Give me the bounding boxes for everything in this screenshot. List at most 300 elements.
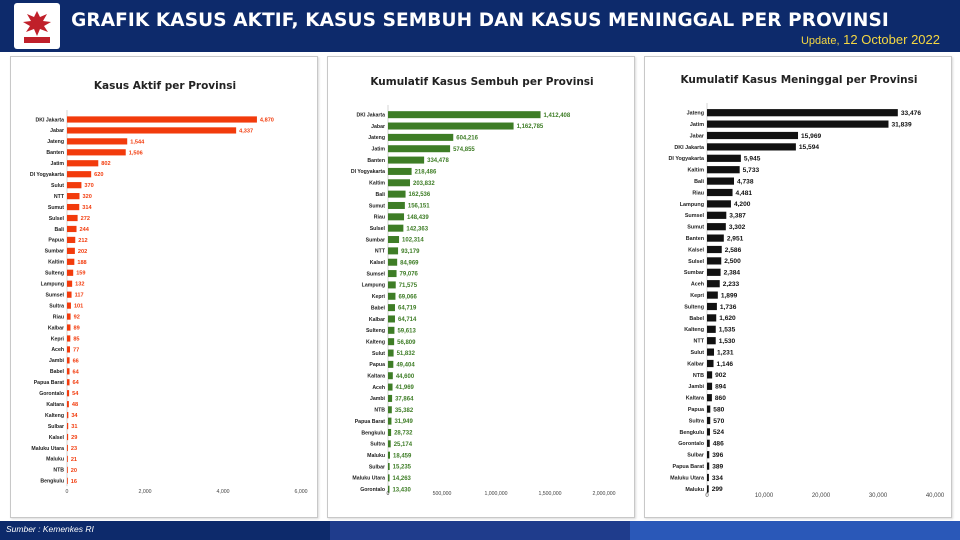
data-label: 71,575 xyxy=(398,283,418,290)
data-label: 4,200 xyxy=(733,201,751,209)
category-label: DI Yogyakarta xyxy=(350,169,385,176)
bar xyxy=(67,204,79,210)
category-label: Kalsel xyxy=(48,434,64,441)
bar xyxy=(707,235,724,242)
bar xyxy=(67,248,75,254)
bar xyxy=(707,451,709,458)
bar xyxy=(67,193,79,199)
data-label: 79,076 xyxy=(399,271,418,278)
chart-kasus-meninggal xyxy=(645,57,953,519)
bar xyxy=(707,132,798,139)
category-label: Gorontalo xyxy=(360,487,385,494)
bar xyxy=(388,429,391,436)
category-label: Kaltim xyxy=(48,259,64,266)
category-label: Kepri xyxy=(371,294,385,301)
page-title: GRAFIK KASUS AKTIF, KASUS SEMBUH DAN KASUS MENINGGAL PER PROVINSI xyxy=(71,10,889,31)
data-label: 314 xyxy=(82,205,92,212)
data-label: 244 xyxy=(79,226,89,233)
bar xyxy=(67,237,75,243)
data-label: 93,179 xyxy=(401,248,420,255)
footer-bar xyxy=(0,521,960,540)
bar xyxy=(67,127,236,133)
chart-title: Kumulatif Kasus Sembuh per Provinsi xyxy=(370,76,594,88)
data-label: 188 xyxy=(77,259,87,266)
data-label: 33,476 xyxy=(900,110,921,118)
data-label: 37,864 xyxy=(395,396,414,403)
category-label: Kepri xyxy=(50,336,64,343)
category-label: NTT xyxy=(693,338,704,345)
category-label: Sultra xyxy=(370,441,385,448)
category-label: Jatim xyxy=(371,146,385,153)
category-label: Sulteng xyxy=(365,328,385,335)
bar xyxy=(388,123,514,130)
category-label: Kaltara xyxy=(46,401,64,408)
bar xyxy=(388,236,399,243)
category-label: Papua xyxy=(48,237,64,244)
data-label: 117 xyxy=(74,292,84,299)
data-label: 69,066 xyxy=(398,294,417,301)
category-label: Riau xyxy=(52,314,64,321)
category-label: NTB xyxy=(692,372,704,379)
data-label: 334,478 xyxy=(427,158,449,165)
bar xyxy=(67,149,126,155)
category-label: Sulut xyxy=(690,349,704,356)
category-label: Jambi xyxy=(688,384,704,391)
bar xyxy=(67,182,81,188)
category-label: Sumsel xyxy=(684,213,704,220)
category-label: Sumbar xyxy=(365,237,385,244)
data-label: 4,738 xyxy=(737,178,754,186)
data-label: 35,382 xyxy=(394,407,414,414)
bar xyxy=(388,463,390,470)
data-label: 370 xyxy=(84,183,94,190)
bar xyxy=(67,335,70,341)
bar xyxy=(67,434,68,440)
category-label: Sumbar xyxy=(683,270,704,277)
category-label: Papua Barat xyxy=(354,418,385,425)
chart-kasus-aktif xyxy=(11,57,319,519)
bar xyxy=(67,281,72,287)
category-label: Riau xyxy=(373,214,385,221)
bar xyxy=(67,215,78,221)
data-label: 1,620 xyxy=(719,315,736,323)
category-label: Banten xyxy=(46,150,64,157)
bar xyxy=(67,160,98,166)
data-label: 272 xyxy=(80,215,90,222)
bar xyxy=(707,394,712,401)
bar xyxy=(67,346,70,352)
data-label: 4,481 xyxy=(735,189,753,197)
category-label: Kalteng xyxy=(44,412,64,419)
category-label: Maluku xyxy=(367,452,385,459)
category-label: NTB xyxy=(53,467,64,474)
category-label: Sumbar xyxy=(44,248,64,255)
category-label: Papua xyxy=(369,362,385,369)
data-label: 203,832 xyxy=(413,180,435,187)
bar xyxy=(707,474,709,481)
chart-title: Kumulatif Kasus Meninggal per Provinsi xyxy=(680,74,918,86)
data-label: 15,969 xyxy=(801,132,822,140)
update-date-value: 12 October 2022 xyxy=(843,32,940,47)
data-label: 25,174 xyxy=(393,441,413,448)
category-label: Sultra xyxy=(49,303,64,310)
data-label: 4,870 xyxy=(259,117,274,124)
bar xyxy=(707,360,714,367)
category-label: Kaltim xyxy=(687,167,704,174)
data-label: 162,536 xyxy=(408,192,431,199)
bar xyxy=(388,191,406,198)
bar xyxy=(707,326,716,333)
category-label: Lampung xyxy=(40,281,64,288)
category-label: NTT xyxy=(53,193,64,200)
data-label: 570 xyxy=(713,417,725,425)
bar xyxy=(388,225,403,232)
data-label: 92 xyxy=(73,314,80,321)
category-label: Riau xyxy=(692,190,704,197)
data-label: 16 xyxy=(70,478,78,485)
data-label: 2,384 xyxy=(723,269,741,277)
header-bar xyxy=(0,0,960,52)
data-label: 132 xyxy=(75,281,85,288)
category-label: Bali xyxy=(375,191,385,198)
bar xyxy=(388,406,392,413)
category-label: Lampung xyxy=(361,282,385,289)
data-label: 524 xyxy=(712,429,725,437)
bar xyxy=(388,293,395,300)
category-label: Maluku Utara xyxy=(352,475,385,482)
data-label: 580 xyxy=(713,406,725,414)
bar xyxy=(707,200,731,207)
bar xyxy=(707,121,888,128)
bar xyxy=(707,383,712,390)
category-label: Maluku xyxy=(685,486,704,493)
data-label: 54 xyxy=(72,391,79,398)
category-label: Jateng xyxy=(47,139,64,146)
bar xyxy=(388,281,396,288)
category-label: Sulbar xyxy=(368,464,385,471)
x-tick-label: 0 xyxy=(65,489,69,495)
bar xyxy=(707,371,712,378)
data-label: 902 xyxy=(715,372,727,380)
x-tick-label: 0 xyxy=(705,493,709,499)
data-label: 802 xyxy=(101,161,111,168)
data-label: 15,594 xyxy=(798,144,820,152)
data-label: 85 xyxy=(73,336,80,343)
bar xyxy=(388,338,394,345)
data-label: 20 xyxy=(70,467,78,474)
category-label: DKI Jakarta xyxy=(356,112,385,119)
data-label: 77 xyxy=(73,347,80,354)
data-label: 34 xyxy=(71,413,78,420)
category-label: Bali xyxy=(694,178,704,185)
bar xyxy=(67,467,68,473)
bar xyxy=(388,168,412,175)
bar xyxy=(388,202,405,209)
data-label: 1,736 xyxy=(719,303,737,311)
bar xyxy=(707,440,710,447)
bar xyxy=(388,440,391,447)
data-label: 202 xyxy=(77,248,88,255)
category-label: Sulsel xyxy=(688,258,704,265)
data-label: 894 xyxy=(715,383,727,391)
bar xyxy=(67,445,68,451)
data-label: 142,363 xyxy=(406,226,429,233)
bar xyxy=(707,109,898,116)
data-label: 5,733 xyxy=(742,167,760,175)
bar xyxy=(388,179,410,186)
data-label: 620 xyxy=(94,172,104,179)
bar xyxy=(707,303,717,310)
footer-accent-2 xyxy=(630,521,960,540)
bar xyxy=(67,478,68,484)
bar xyxy=(707,246,722,253)
data-label: 21 xyxy=(70,456,78,463)
update-label: Update, xyxy=(800,35,840,47)
category-label: Jabar xyxy=(689,133,704,140)
data-label: 84,969 xyxy=(400,260,419,267)
data-label: 49,404 xyxy=(396,362,415,369)
data-label: 1,506 xyxy=(128,150,143,157)
bar xyxy=(388,452,390,459)
data-label: 28,732 xyxy=(394,430,413,437)
data-label: 89 xyxy=(73,325,80,332)
category-label: Papua Barat xyxy=(672,463,704,470)
data-label: 44,600 xyxy=(395,373,415,380)
category-label: Aceh xyxy=(51,347,64,354)
data-label: 1,162,785 xyxy=(516,124,544,131)
category-label: Papua Barat xyxy=(33,380,64,387)
data-label: 2,500 xyxy=(724,258,741,266)
data-label: 64 xyxy=(72,380,79,387)
bar xyxy=(388,134,453,141)
category-label: Bengkulu xyxy=(40,478,64,485)
bar xyxy=(707,406,710,413)
data-label: 1,412,408 xyxy=(543,112,571,119)
bar xyxy=(67,171,91,177)
category-label: Sulteng xyxy=(44,270,64,277)
category-label: DKI Jakarta xyxy=(35,117,64,124)
data-label: 2,586 xyxy=(724,246,742,254)
data-label: 31,839 xyxy=(891,121,912,129)
x-tick-label: 0 xyxy=(386,491,390,497)
data-label: 64,719 xyxy=(397,305,417,312)
data-label: 31,949 xyxy=(394,419,413,426)
data-label: 1,231 xyxy=(717,349,734,357)
category-label: Aceh xyxy=(690,281,704,288)
data-label: 1,535 xyxy=(718,326,736,334)
bar xyxy=(67,313,71,319)
category-label: Sumut xyxy=(687,224,704,231)
bar xyxy=(388,247,398,254)
data-label: 5,945 xyxy=(743,155,761,163)
category-label: Sulsel xyxy=(48,215,64,222)
bar xyxy=(707,166,740,173)
category-label: NTB xyxy=(374,407,385,414)
bar xyxy=(388,315,395,322)
category-label: Kalbar xyxy=(368,316,385,323)
x-tick-label: 40,000 xyxy=(925,493,945,499)
data-label: 2,233 xyxy=(722,281,740,289)
category-label: Kaltara xyxy=(685,395,704,402)
bar xyxy=(67,226,77,232)
data-label: 486 xyxy=(712,440,724,448)
category-label: Bengkulu xyxy=(361,430,385,437)
x-tick-label: 500,000 xyxy=(432,491,452,497)
data-label: 56,809 xyxy=(397,339,416,346)
category-label: Kalbar xyxy=(47,325,64,332)
bar xyxy=(388,384,393,391)
category-label: Babel xyxy=(49,369,64,376)
x-tick-label: 20,000 xyxy=(811,493,831,499)
x-tick-label: 2,000 xyxy=(138,489,152,495)
bar xyxy=(67,456,68,462)
data-label: 102,314 xyxy=(402,237,424,244)
bar xyxy=(67,292,72,298)
bar xyxy=(707,428,710,435)
category-label: Aceh xyxy=(372,384,385,391)
category-label: Sulsel xyxy=(369,225,385,232)
x-tick-label: 1,000,000 xyxy=(484,491,508,497)
data-label: 320 xyxy=(82,194,92,201)
data-label: 48 xyxy=(71,402,79,409)
update-date xyxy=(801,32,940,47)
category-label: Sumsel xyxy=(45,292,64,299)
bar xyxy=(67,423,68,429)
bar xyxy=(707,337,716,344)
category-label: Papua xyxy=(687,406,704,413)
source-note: Sumber : Kemenkes RI xyxy=(6,524,94,534)
bar xyxy=(707,269,721,276)
data-label: 1,899 xyxy=(720,292,738,300)
bar xyxy=(388,361,393,368)
bar xyxy=(707,314,716,321)
data-label: 860 xyxy=(714,395,726,403)
data-label: 148,439 xyxy=(407,214,429,221)
category-label: Maluku Utara xyxy=(31,445,64,452)
x-tick-label: 4,000 xyxy=(216,489,230,495)
bar xyxy=(388,111,541,118)
x-tick-label: 6,000 xyxy=(294,489,308,495)
bar xyxy=(388,395,392,402)
data-label: 218,486 xyxy=(414,169,437,176)
bar xyxy=(707,257,721,264)
data-label: 1,146 xyxy=(716,360,734,368)
data-label: 299 xyxy=(711,486,723,494)
bar xyxy=(388,259,397,266)
footer-accent-1 xyxy=(330,521,630,540)
category-label: DKI Jakarta xyxy=(674,144,704,151)
category-label: Sulut xyxy=(372,350,385,357)
data-label: 3,387 xyxy=(729,212,746,220)
chart-kasus-sembuh xyxy=(328,57,636,519)
bar xyxy=(707,417,710,424)
bar xyxy=(388,304,395,311)
x-tick-label: 1,500,000 xyxy=(538,491,562,497)
category-label: Kalbar xyxy=(687,361,704,368)
bar xyxy=(707,189,733,196)
data-label: 66 xyxy=(72,358,79,365)
category-label: Sulteng xyxy=(684,304,704,311)
category-label: Jatim xyxy=(689,121,704,128)
category-label: Sultra xyxy=(688,418,704,425)
category-label: Jatim xyxy=(50,161,64,168)
chart-panel-sembuh xyxy=(327,56,635,518)
bar xyxy=(707,212,726,219)
bar xyxy=(67,368,69,374)
category-label: Sulbar xyxy=(47,423,64,430)
x-tick-label: 30,000 xyxy=(868,493,888,499)
category-label: Sumut xyxy=(47,204,64,211)
chart-panel-aktif xyxy=(10,56,318,518)
chart-panel-meninggal xyxy=(644,56,952,518)
category-label: Jambi xyxy=(370,396,385,403)
category-label: Jabar xyxy=(50,128,64,135)
bar xyxy=(67,412,68,418)
data-label: 51,832 xyxy=(396,351,415,358)
data-label: 1,544 xyxy=(130,139,145,146)
bar xyxy=(707,155,741,162)
data-label: 64 xyxy=(72,369,79,376)
category-label: Lampung xyxy=(679,201,704,208)
category-label: Babel xyxy=(370,305,385,312)
category-label: Kalsel xyxy=(369,260,385,267)
category-label: Gorontalo xyxy=(39,391,64,398)
data-label: 41,969 xyxy=(395,385,414,392)
bar xyxy=(707,280,720,287)
category-label: Kepri xyxy=(690,292,704,299)
data-label: 396 xyxy=(712,452,724,460)
bar xyxy=(388,350,394,357)
category-label: Bengkulu xyxy=(679,429,704,436)
bar xyxy=(707,223,726,230)
bar xyxy=(67,138,127,144)
category-label: Kalteng xyxy=(684,327,704,334)
category-label: Maluku xyxy=(46,456,64,463)
category-label: NTT xyxy=(374,248,385,255)
bar xyxy=(388,327,394,334)
bar xyxy=(67,324,70,330)
data-label: 64,714 xyxy=(397,317,417,324)
category-label: Jateng xyxy=(368,135,385,142)
data-label: 3,302 xyxy=(728,224,746,232)
bar xyxy=(388,270,397,277)
data-label: 15,235 xyxy=(392,464,412,471)
data-label: 574,855 xyxy=(453,146,475,153)
bar xyxy=(707,143,796,150)
data-label: 1,530 xyxy=(718,338,736,346)
category-label: Sulbar xyxy=(687,452,704,459)
category-label: Maluku Utara xyxy=(670,475,704,482)
data-label: 389 xyxy=(712,463,724,471)
category-label: Banten xyxy=(367,157,385,164)
data-label: 2,951 xyxy=(726,235,744,243)
data-label: 13,430 xyxy=(392,487,411,494)
bar xyxy=(67,270,73,276)
category-label: Bali xyxy=(54,226,64,233)
bar xyxy=(388,474,390,481)
data-label: 4,337 xyxy=(239,128,254,135)
bar xyxy=(707,463,709,470)
bar xyxy=(707,292,718,299)
bar xyxy=(707,485,709,492)
data-label: 156,151 xyxy=(407,203,430,210)
data-label: 604,216 xyxy=(456,135,478,142)
data-label: 101 xyxy=(73,303,84,310)
category-label: Sumsel xyxy=(366,271,385,278)
data-label: 31 xyxy=(71,424,78,431)
category-label: DI Yogyakarta xyxy=(29,172,64,179)
bar xyxy=(388,213,404,220)
